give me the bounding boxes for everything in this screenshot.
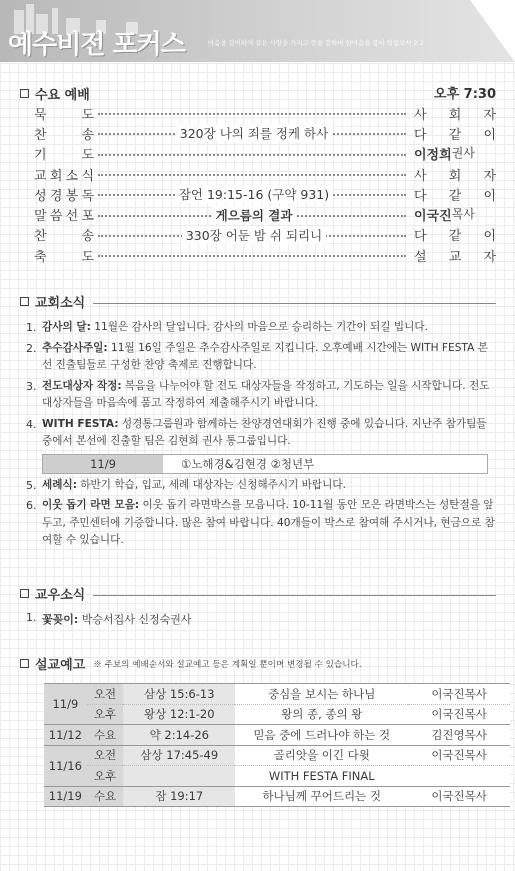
- cell-preacher: 이국진목사: [408, 745, 510, 766]
- order-label: [20, 246, 94, 265]
- item-text: [42, 340, 496, 375]
- label-char: 도: [81, 148, 94, 164]
- person-char: 다: [414, 188, 427, 204]
- cell-date: 11/12: [44, 725, 87, 746]
- person-char: 같: [448, 188, 462, 204]
- item-head: 전도대상자 작정:: [42, 379, 122, 392]
- cell-service: 오후: [87, 704, 124, 725]
- person-char: 이: [483, 229, 496, 245]
- order-person: [414, 205, 496, 224]
- list-item: [20, 416, 496, 451]
- divider: [93, 303, 496, 304]
- person-char: 회: [448, 107, 462, 123]
- page-title: 예수비전 포커스: [8, 30, 185, 60]
- order-item-text: 잠언 19:15-16 (구약 931): [175, 185, 333, 203]
- cell-preacher: 김진영목사: [408, 725, 510, 746]
- list-item: [20, 340, 496, 375]
- order-row: [20, 123, 496, 143]
- sermon-preview: [20, 654, 496, 807]
- church-news: [20, 292, 496, 553]
- list-item: [20, 319, 496, 337]
- cell-topic: 왕의 종, 종의 왕: [235, 704, 408, 725]
- cell-scripture: 삼상 17:45-49: [123, 745, 235, 766]
- item-text: [42, 378, 496, 413]
- table-row: [44, 725, 510, 746]
- label-char: 독: [81, 188, 94, 204]
- member-news: [20, 584, 496, 627]
- cell-preacher: 이국진목사: [408, 704, 510, 725]
- label-char: 송: [81, 229, 94, 245]
- label-char: 소: [65, 168, 79, 184]
- label-char: 씀: [49, 209, 63, 225]
- item-head: 세례식:: [42, 478, 77, 491]
- cell-preacher: 이국진목사: [408, 684, 510, 705]
- item-number: 2.: [26, 341, 37, 355]
- header-banner: [0, 0, 515, 62]
- item-body: 11월 16일 주일은 추수감사주일로 지킵니다. 오후예배 시간에는 WITH FESTA 본선 진출팀들로 구성한 찬양 축제로 진행합니다.: [42, 341, 488, 371]
- table-row: [44, 704, 510, 725]
- order-content: [94, 225, 414, 245]
- label-char: 경: [49, 188, 63, 204]
- dotted-leader: [98, 255, 406, 257]
- cell-service: 오후: [87, 766, 124, 787]
- label-char: 도: [81, 107, 94, 123]
- order-row: [20, 144, 496, 164]
- checkbox-icon: [20, 89, 29, 98]
- item-body: 하반기 학습, 입교, 세례 대상자는 신청해주시기 바랍니다.: [76, 478, 346, 491]
- order-person: [414, 225, 496, 244]
- order-item-text: 게으름의 결과: [212, 206, 297, 224]
- table-row: [44, 786, 510, 807]
- label-char: 기: [34, 148, 47, 164]
- cell-date: 11/16: [44, 745, 87, 786]
- label-char: 교: [34, 168, 47, 184]
- order-person: [414, 185, 496, 204]
- item-body: 성경통그룹원과 함께하는 찬양경연대회가 진행 중에 있습니다. 지난주 참가팀들 중에서 본선에 진출할 팀은 김현희 권사 통그룹입니다.: [42, 417, 487, 447]
- sermon-title: 설교예고 ※ 주보의 예배순서와 설교예고 등은 계획일 뿐이며 변경될 수 있습니다.: [20, 654, 496, 673]
- order-label: [20, 104, 94, 123]
- person-name: 이국진: [414, 209, 452, 225]
- person-char: 다: [414, 127, 427, 143]
- order-content: [94, 123, 414, 143]
- order-row: [20, 225, 496, 245]
- order-content: [94, 184, 414, 204]
- label-char: 말: [34, 209, 47, 225]
- list-item: [20, 477, 496, 495]
- order-person: [414, 124, 496, 143]
- cell-preacher: 이국진목사: [408, 786, 510, 807]
- person-char: 자: [483, 107, 496, 123]
- order-row: [20, 245, 496, 265]
- order-content: [94, 205, 414, 225]
- cell-service: 오전: [87, 745, 124, 766]
- dotted-leader: [98, 174, 406, 176]
- item-head: 감사의 달:: [42, 321, 91, 333]
- item-number: 4.: [26, 417, 37, 431]
- label-char: 도: [81, 249, 94, 265]
- label-char: 묵: [34, 107, 47, 123]
- divider: [93, 595, 496, 596]
- checkbox-icon: [20, 589, 29, 598]
- table-row: [44, 766, 510, 787]
- worship-order: [20, 83, 496, 265]
- news-list: [20, 319, 496, 550]
- festa-table: [42, 454, 488, 474]
- label-char: 식: [81, 168, 94, 184]
- dotted-leader: [98, 113, 406, 115]
- person-char: 이: [483, 188, 496, 204]
- person-title: 목사: [451, 207, 475, 222]
- order-row: [20, 103, 496, 123]
- label-char: 선: [65, 209, 79, 225]
- cell-service: 오전: [87, 684, 124, 705]
- festa-table-row: [20, 454, 496, 474]
- cell-topic: 골리앗을 이긴 다윗: [235, 745, 408, 766]
- item-head: WITH FESTA:: [42, 417, 119, 430]
- item-number: 6.: [26, 499, 37, 512]
- news-title: 교회소식: [20, 292, 496, 311]
- order-label: [20, 185, 94, 204]
- cell-service: 수요: [87, 725, 124, 746]
- cell-service: 수요: [87, 786, 124, 807]
- order-label: [20, 225, 94, 244]
- order-label: [20, 165, 94, 184]
- item-body: 이웃 돕기 라면박스를 모읍니다. 10-11월 동안 모은 라면박스는 성탄절을 앞두고, 주민센터에 기증합니다. 많은 참여 바랍니다. 40개들이 박스로 참여해 주시거나, 현금으로 참여할 수 있습니다.: [42, 499, 495, 546]
- list-item: [20, 378, 496, 413]
- person-char: 사: [414, 107, 427, 123]
- label-char: 봉: [65, 188, 79, 204]
- cell-scripture: [123, 766, 235, 787]
- table-row: [44, 745, 510, 766]
- order-content: [94, 164, 414, 184]
- order-content: [94, 144, 414, 164]
- festa-teams: ①노해경&김현경 ②청년부: [163, 455, 487, 473]
- label-char: 성: [34, 188, 47, 204]
- item-head: 이웃 돕기 라면 모음:: [42, 499, 140, 511]
- person-char: 사: [414, 168, 427, 184]
- person-char: 이: [483, 127, 496, 143]
- cell-scripture: 왕상 12:1-20: [123, 704, 235, 725]
- checkbox-icon: [20, 659, 29, 668]
- label-char: 찬: [34, 229, 47, 245]
- cell-topic: 믿음 중에 드러나야 하는 것: [235, 725, 408, 746]
- cell-date: 11/19: [44, 786, 87, 807]
- festa-date: 11/9: [43, 455, 163, 473]
- person-char: 회: [448, 168, 462, 184]
- order-content: [94, 245, 414, 265]
- order-item-text: 320장 나의 죄를 정케 하사: [176, 124, 332, 142]
- order-row: [20, 184, 496, 204]
- order-content: [94, 103, 414, 123]
- worship-time: 오후 7:30: [434, 87, 496, 102]
- checkbox-icon: [20, 297, 29, 306]
- order-label: [20, 144, 94, 163]
- order-item-text: 330장 어둔 밤 쉬 되리니: [182, 226, 326, 244]
- order-person: [414, 246, 496, 265]
- item-number: 5.: [26, 478, 37, 492]
- item-number: 1.: [26, 321, 37, 334]
- list-item: [20, 497, 496, 550]
- cell-topic: WITH FESTA FINAL: [235, 766, 408, 787]
- person-name: 이정희: [414, 148, 452, 164]
- cell-topic: 중심을 보시는 하나님: [235, 684, 408, 705]
- order-row: [20, 164, 496, 184]
- person-char: 자: [483, 249, 496, 265]
- item-text: [42, 416, 496, 451]
- staff-title: 교우소식: [20, 584, 496, 603]
- cell-scripture: 잠 19:17: [123, 786, 235, 807]
- list-item: 1. 꽃꽂이: 박승서집사 신정숙권사: [26, 611, 192, 626]
- person-char: 다: [414, 229, 427, 245]
- header-verse: 마음을 같이하여 같은 사랑을 가지고 뜻을 합하여 한마음을 품어 빌립보서 2:2: [208, 39, 424, 47]
- cell-scripture: 약 2:14-26: [123, 725, 235, 746]
- cell-scripture: 삼상 15:6-13: [123, 684, 235, 705]
- banner-fold: [470, 0, 515, 62]
- item-text: [42, 497, 496, 550]
- item-number: 3.: [26, 379, 37, 393]
- person-char: 같: [448, 229, 462, 245]
- table-row: [44, 684, 510, 705]
- worship-title: 수요 예배: [20, 83, 90, 103]
- person-title: 권사: [451, 146, 475, 161]
- item-head: 추수감사주일:: [42, 341, 108, 354]
- order-list: [20, 103, 496, 265]
- order-label: [20, 205, 94, 224]
- order-person: [414, 165, 496, 184]
- label-char: 회: [49, 168, 63, 184]
- label-char: 축: [34, 249, 47, 265]
- person-char: 설: [414, 249, 427, 265]
- item-body: 11월은 감사의 달입니다. 감사의 마음으로 승리하는 기간이 되길 빕니다.: [90, 321, 428, 333]
- order-person: [414, 104, 496, 123]
- order-row: [20, 204, 496, 224]
- item-body: 복음을 나누어야 할 전도 대상자들을 작정하고, 기도하는 일을 시작합니다. 전도대상자들을 마음속에 품고 작정하여 제출해주시기 바랍니다.: [42, 379, 490, 409]
- sermon-note: ※ 주보의 예배순서와 설교예고 등은 계획일 뿐이며 변경될 수 있습니다.: [93, 659, 362, 670]
- item-text: [42, 319, 496, 337]
- order-person: [414, 144, 496, 163]
- person-char: 같: [448, 127, 462, 143]
- label-char: 송: [81, 127, 94, 143]
- person-char: 교: [448, 249, 462, 265]
- cell-date: 11/9: [44, 684, 87, 725]
- sermon-schedule-table: [44, 683, 510, 807]
- person-char: 자: [483, 168, 496, 184]
- cell-topic: 하나님께 꾸어드리는 것: [235, 786, 408, 807]
- item-text: [42, 477, 496, 495]
- dotted-leader: [98, 154, 406, 156]
- cell-preacher: [408, 766, 510, 787]
- label-char: 포: [81, 209, 94, 225]
- order-label: [20, 124, 94, 143]
- label-char: 찬: [34, 127, 47, 143]
